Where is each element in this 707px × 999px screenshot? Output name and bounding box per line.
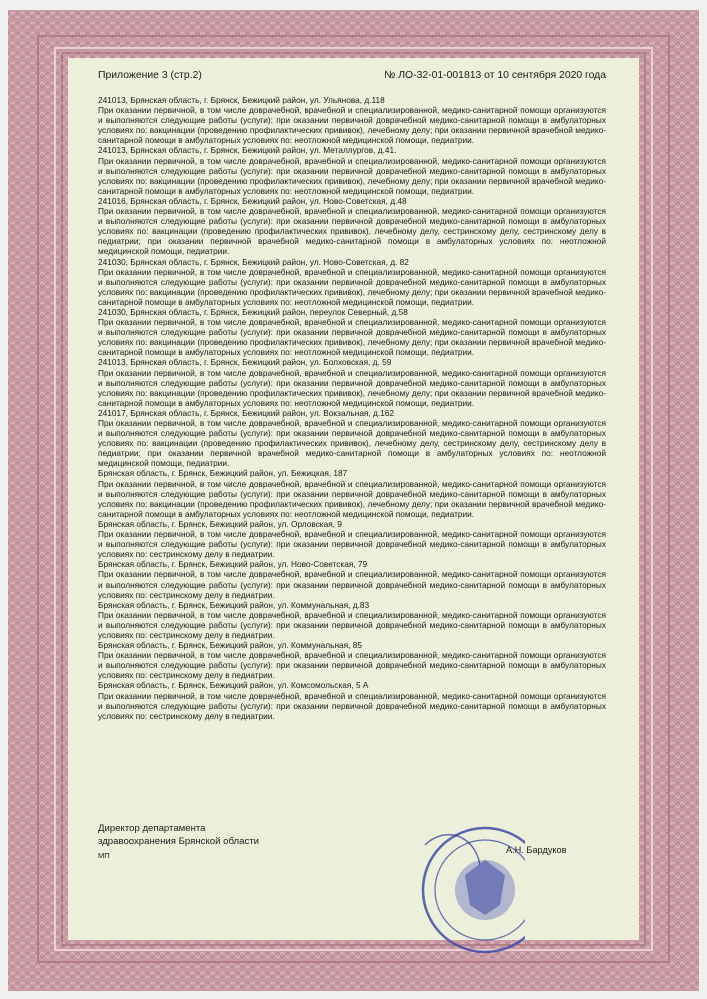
address-entry (98, 468, 606, 518)
signer-position-line2: здравоохранения Брянской области (98, 835, 259, 847)
entry-address: Брянская область, г. Брянск, Бежицкий район, ул. Коммунальная, 85 (98, 640, 362, 651)
entry-services: При оказании первичной, в том числе доврачебной, врачебной и специализированной, медико-санитарной помощи организуются и выполняются следующие работы (услуги): при оказании первичной доврачебной медико-санитарной помощи в амбулаторных условиях по: вакцинации (проведению профилактических прививок), лечебному делу; при оказании первичной врачебной медико-санитарной помощи в амбулаторных условиях по: неотложной медицинской помощи, педиатрии. (98, 105, 606, 146)
entry-address: Брянская область, г. Брянск, Бежицкий район, ул. Бежицкая, 187 (98, 468, 348, 479)
entry-address: 241013, Брянская область, г. Брянск, Бежицкий район, ул. Металлургов, д.41. (98, 145, 397, 156)
address-entry (98, 408, 606, 469)
entry-address: 241016, Брянская область, г. Брянск, Бежицкий район, ул. Ново-Советская, д.48 (98, 195, 407, 206)
appendix-label: Приложение 3 (стр.2) (98, 70, 202, 81)
address-entry (98, 307, 606, 357)
address-entry (98, 519, 606, 559)
entry-services: При оказании первичной, в том числе доврачебной, врачебной и специализированной, медико-санитарной помощи организуются и выполняются следующие работы (услуги): при оказании первичной доврачебной медико-санитарной помощи в амбулаторных условиях по: вакцинации (проведению профилактических прививок), лечебному делу; при оказании первичной врачебной медико-санитарной помощи в амбулаторных условиях по: неотложной медицинской помощи, педиатрии. (98, 478, 606, 519)
official-seal-icon (405, 805, 525, 955)
signer-name: А.Н. Бардуков (506, 845, 567, 855)
entry-services: При оказании первичной, в том числе доврачебной, врачебной и специализированной, медико-санитарной помощи организуются и выполняются следующие работы (услуги): при оказании первичной доврачебной медико-санитарной помощи в амбулаторных условиях по: сестринскому делу в педиатрии. (98, 690, 606, 721)
seal-place-label: МП (98, 851, 110, 860)
address-entry (98, 145, 606, 195)
entry-address: 241017, Брянская область, г. Брянск, Бежицкий район, ул. Вокзальная, д.162 (98, 407, 395, 418)
entry-address: 241030, Брянская область, г. Брянск, Бежицкий район, ул. Ново-Советская, д. 82 (98, 256, 409, 267)
entry-services: При оказании первичной, в том числе доврачебной, врачебной и специализированной, медико-санитарной помощи организуются и выполняются следующие работы (услуги): при оказании первичной доврачебной медико-санитарной помощи в амбулаторных условиях по: сестринскому делу в педиатрии. (98, 609, 606, 640)
signature-block (98, 823, 259, 848)
signer-position-line1: Директор департамента (98, 823, 206, 834)
entry-services: При оказании первичной, в том числе доврачебной, врачебной и специализированной, медико-санитарной помощи организуются и выполняются следующие работы (услуги): при оказании первичной доврачебной медико-санитарной помощи в амбулаторных условиях по: вакцинации (проведению профилактических прививок), лечебному делу, сестринскому делу, сестринскому делу в педиатрии; при оказании первичной врачебной медико-санитарной помощи в амбулаторных условиях по: неотложной медицинской помощи, педиатрии. (98, 418, 606, 469)
entry-address: Брянская область, г. Брянск, Бежицкий район, ул. Орловская, 9 (98, 518, 342, 529)
entry-services: При оказании первичной, в том числе доврачебной, врачебной и специализированной, медико-санитарной помощи организуются и выполняются следующие работы (услуги): при оказании первичной доврачебной медико-санитарной помощи в амбулаторных условиях по: вакцинации (проведению профилактических прививок), лечебному делу; при оказании первичной врачебной медико-санитарной помощи в амбулаторных условиях по: неотложной медицинской помощи, педиатрии. (98, 266, 606, 307)
document-header (98, 70, 606, 81)
address-entry (98, 640, 606, 680)
entry-services: При оказании первичной, в том числе доврачебной, врачебной и специализированной, медико-санитарной помощи организуются и выполняются следующие работы (услуги): при оказании первичной доврачебной медико-санитарной помощи в амбулаторных условиях по: вакцинации (проведению профилактических прививок), лечебному делу; при оказании первичной врачебной медико-санитарной помощи в амбулаторных условиях по: неотложной медицинской помощи, педиатрии. (98, 155, 606, 196)
address-entry (98, 95, 606, 145)
entry-address: 241030, Брянская область, г. Брянск, Бежицкий район, переулок Северный, д.58 (98, 306, 408, 317)
address-entry (98, 680, 606, 720)
address-entry (98, 600, 606, 640)
address-entry (98, 357, 606, 407)
address-list (98, 95, 606, 721)
address-entry (98, 559, 606, 599)
entry-address: Брянская область, г. Брянск, Бежицкий район, ул. Комсомольская, 5 А (98, 680, 369, 691)
address-entry (98, 257, 606, 307)
entry-address: Брянская область, г. Брянск, Бежицкий район, ул. Ново-Советская, 79 (98, 559, 368, 570)
entry-address: 241013, Брянская область, г. Брянск, Бежицкий район, ул. Ульянова, д.118 (98, 95, 385, 105)
entry-services: При оказании первичной, в том числе доврачебной, врачебной и специализированной, медико-санитарной помощи организуются и выполняются следующие работы (услуги): при оказании первичной доврачебной медико-санитарной помощи в амбулаторных условиях по: сестринскому делу в педиатрии. (98, 650, 606, 681)
license-number: № ЛО-32-01-001813 от 10 сентября 2020 года (384, 70, 606, 81)
address-entry (98, 196, 606, 257)
document-body (98, 70, 606, 721)
entry-services: При оказании первичной, в том числе доврачебной, врачебной и специализированной, медико-санитарной помощи организуются и выполняются следующие работы (услуги): при оказании первичной доврачебной медико-санитарной помощи в амбулаторных условиях по: вакцинации (проведению профилактических прививок), лечебному делу; при оказании первичной врачебной медико-санитарной помощи в амбулаторных условиях по: неотложной медицинской помощи, педиатрии. (98, 317, 606, 358)
entry-services: При оказании первичной, в том числе доврачебной, врачебной и специализированной, медико-санитарной помощи организуются и выполняются следующие работы (услуги): при оказании первичной доврачебной медико-санитарной помощи в амбулаторных условиях по: сестринскому делу в педиатрии. (98, 569, 606, 600)
entry-address: Брянская область, г. Брянск, Бежицкий район, ул. Коммунальная, д.83 (98, 599, 370, 610)
entry-address: 241013, Брянская область, г. Брянск, Бежицкий район, ул. Болховская, д. 59 (98, 357, 392, 368)
entry-services: При оказании первичной, в том числе доврачебной, врачебной и специализированной, медико-санитарной помощи организуются и выполняются следующие работы (услуги): при оказании первичной доврачебной медико-санитарной помощи в амбулаторных условиях по: вакцинации (проведению профилактических прививок), лечебному делу, сестринскому делу, сестринскому делу в педиатрии; при оказании первичной врачебной медико-санитарной помощи в амбулаторных условиях по: неотложной медицинской помощи, педиатрии. (98, 206, 606, 257)
entry-services: При оказании первичной, в том числе доврачебной, врачебной и специализированной, медико-санитарной помощи организуются и выполняются следующие работы (услуги): при оказании первичной доврачебной медико-санитарной помощи в амбулаторных условиях по: вакцинации (проведению профилактических прививок), лечебному делу; при оказании первичной врачебной медико-санитарной помощи в амбулаторных условиях по: неотложной медицинской помощи, педиатрии. (98, 367, 606, 408)
entry-services: При оказании первичной, в том числе доврачебной, врачебной и специализированной, медико-санитарной помощи организуются и выполняются следующие работы (услуги): при оказании первичной доврачебной медико-санитарной помощи в амбулаторных условиях по: сестринскому делу в педиатрии. (98, 529, 606, 560)
